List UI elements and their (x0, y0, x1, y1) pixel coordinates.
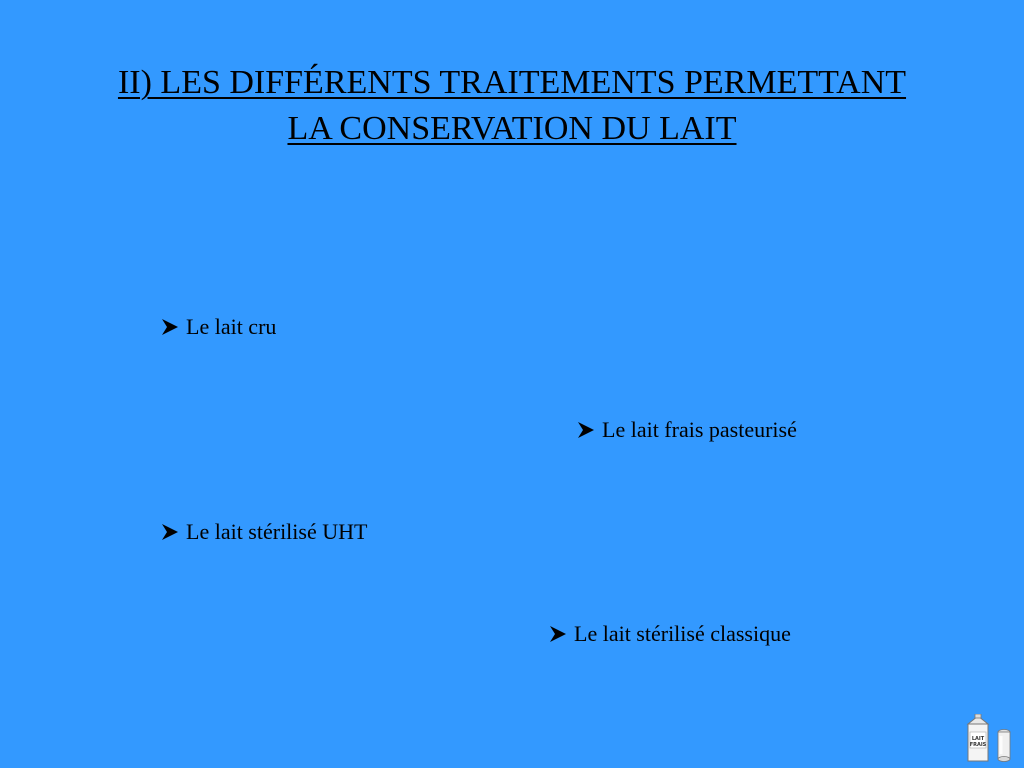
carton-label: LAIT FRAIS (969, 736, 987, 748)
arrow-bullet-icon (160, 522, 180, 542)
bullet-label: Le lait frais pasteurisé (602, 417, 797, 442)
bullet-item-lait-sterilise-classique (548, 621, 791, 647)
bullet-item-lait-sterilise-uht (160, 519, 367, 545)
bullet-label: Le lait stérilisé UHT (186, 519, 368, 544)
title-line-1: II) LES DIFFÉRENTS TRAITEMENTS PERMETTANT (117, 64, 907, 101)
slide-title (0, 60, 1024, 152)
milk-can-icon (996, 728, 1012, 762)
bullet-item-lait-frais-pasteurise (576, 417, 797, 443)
title-line-2: LA CONSERVATION DU LAIT (287, 110, 737, 147)
bullet-label: Le lait stérilisé classique (574, 621, 791, 646)
arrow-bullet-icon (160, 317, 180, 337)
bullet-item-lait-cru (160, 314, 276, 340)
arrow-bullet-icon (548, 624, 568, 644)
bullet-label: Le lait cru (186, 314, 277, 339)
arrow-bullet-icon (576, 420, 596, 440)
